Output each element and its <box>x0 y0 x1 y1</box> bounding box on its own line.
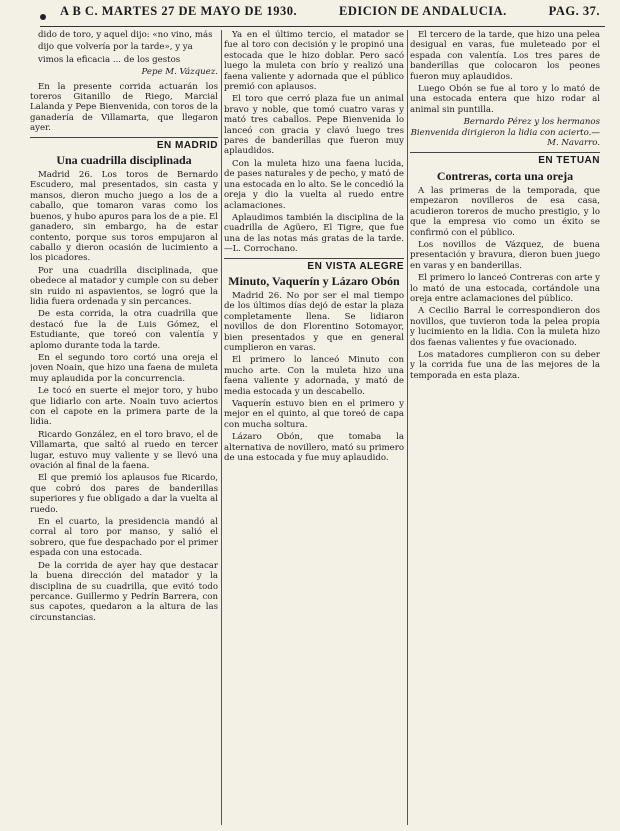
section-heading: EN MADRID <box>156 139 218 151</box>
article-paragraph: Ya en el último tercio, el matador se fue al toro con decisión y le propinó una estocada que le hizo doblar. Pero sacó luego la muleta con brío y realizó una faena valiente y adornada que el público premió con aplausos. <box>224 30 404 93</box>
article-paragraph: El que premió los aplausos fue Ricardo, que cobró dos pares de banderillas superiores y fue obligado a dar la vuelta al ruedo. <box>30 473 218 515</box>
column-divider <box>221 30 222 825</box>
article-title: Minuto, Vaquerín y Lázaro Obón <box>228 273 400 288</box>
article-line: vimos la eficacia ... de los gestos <box>38 54 181 65</box>
article-line: dido de toro, y aquel dijo: «no vino, más <box>38 30 213 40</box>
masthead-page: PAG. 37. <box>548 4 600 18</box>
article-paragraph: A Cecilio Barral le correspondieron dos novillos, que tuvieron toda la pelea propia y lucimiento en la lidia. Con la muleta hizo dos faenas valientes y fue ovacionado. <box>410 306 600 348</box>
column-2 <box>224 30 404 825</box>
article-paragraph: Los matadores cumplieron con su deber y la corrida fue una de las mejores de la temporada en esta plaza. <box>410 349 600 381</box>
article-paragraph: Madrid 26. No por ser el mal tiempo de los últimos días dejó de estar la plaza completamente llena. Se lidiaron novillos de don Florentino Sotomayor, bien presentados y que en general cumplieron en varas. <box>224 290 404 353</box>
article-paragraph: El primero lo lanceó Contreras con arte y lo mató de una estocada, cortándole una oreja entre aclamaciones del público. <box>410 273 600 304</box>
article-paragraph: De esta corrida, la otra cuadrilla que destacó fue la de Luis Gómez, el Estudiante, que toreó con valentía y aplomo durante toda la tarde. <box>30 309 218 351</box>
column-1 <box>30 30 218 825</box>
article-title: Una cuadrilla disciplinada <box>56 153 192 168</box>
article-title: Contreras, corta una oreja <box>436 168 574 183</box>
article-paragraph: Le tocó en suerte el mejor toro, y hubo que lidiarlo con arte. Noain tuvo aciertos con el capote en la primera parte de la lidia. <box>30 386 218 428</box>
article-paragraph: Aplaudimos también la disciplina de la cuadrilla de Agüero, El Tigre, que fue una de las notas más gratas de la tarde.—L. Corrochano. <box>224 212 404 255</box>
article-paragraph: Con la muleta hizo una faena lucida, de pases naturales y de pecho, y mató de una estocada en lo alto. Se le concedió la oreja y dio la vuelta al ruedo entre aclamaciones. <box>224 158 404 211</box>
article-paragraph: En la presente corrida actuarán los toreros Gitanillo de Riego, Marcial Lalanda y Pepe Bienvenida, con toros de la ganadería de Villamarta, que llegaron ayer. <box>30 81 218 134</box>
article-paragraph: Los novillos de Vázquez, de buena presentación y bravura, dieron buen juego en varas y en banderillas. <box>410 239 600 271</box>
article-signature: Pepe M. Vázquez. <box>141 67 218 78</box>
column-3 <box>410 30 600 825</box>
article-paragraph: Ricardo González, en el toro bravo, el de Villamarta, que saltó al ruedo en tercer lugar, estuvo muy valiente y se llevó una ovación al final de la faena. <box>30 429 218 472</box>
article-paragraph: El toro que cerró plaza fue un animal bravo y noble, que tomó cuatro varas y mató tres caballos. Pepe Bienvenida lo lanceó con gracia y clavó luego tres pares de banderillas que fueron muy aplaudidos. <box>224 94 404 157</box>
article-paragraph: A las primeras de la temporada, que empezaron novilleros de esa casa, acudieron toreros de mucho prestigio, y lo que la empresa vio como un éxito se confirmó con el público. <box>410 185 600 238</box>
article-paragraph: Vaquerín estuvo bien en el primero y mejor en el quinto, al que toreó de capa con mucha soltura. <box>224 399 404 430</box>
bullet-mark-icon <box>40 14 46 20</box>
article-paragraph: Madrid 26. Los toros de Bernardo Escudero, mal presentados, sin casta y mansos, dieron mucho juego a los de a caballo, que tomaron varas como los buenos, y hubo apuros para los de a pie. El ganadero, sin embargo, ha de estar contento, porque sus toros empujaron al caballo y dieron ocasión de lucimiento a los picadores. <box>30 170 218 264</box>
article-paragraph: En el cuarto, la presidencia mandó al corral al toro por manso, y salió el sobrero, que fue despachado por el primer espada con una estocada. <box>30 517 218 559</box>
masthead <box>60 4 600 22</box>
article-line: dijo que volvería por la tarde», y ya <box>38 42 193 53</box>
section-rule <box>30 137 218 138</box>
article-paragraph: Luego Obón se fue al toro y lo mató de una estocada entera que hizo rodar al animal sin puntilla. <box>410 84 600 115</box>
section-heading: EN VISTA ALEGRE <box>307 260 404 272</box>
article-paragraph: En el segundo toro cortó una oreja el joven Noain, que hizo una faena de muleta muy aplaudida por la concurrencia. <box>30 352 218 384</box>
section-rule <box>224 258 404 259</box>
masthead-date: A B C. MARTES 27 DE MAYO DE 1930. <box>60 4 298 18</box>
column-divider <box>407 30 408 825</box>
article-paragraph: Lázaro Obón, que tomaba la alternativa de novillero, mató su primero de una estocada y fue muy aplaudido. <box>224 432 404 464</box>
article-signature: Bernardo Pérez y los hermanos Bienvenida dirigieron la lidia con acierto.—M. Navarro. <box>410 117 600 149</box>
article-paragraph: Por una cuadrilla disciplinada, que obedece al matador y cumple con su deber sin ruido ni aspavientos, se logró que la lidia fuera ordenada y sin percances. <box>30 265 218 307</box>
section-rule <box>410 152 600 153</box>
article-paragraph: El tercero de la tarde, que hizo una pelea desigual en varas, fue muleteado por el espada con valentía. Los tres pares de banderillas que colocaron los peones fueron muy aplaudidos. <box>410 30 600 82</box>
header-rule <box>40 26 605 27</box>
article-paragraph: De la corrida de ayer hay que destacar la buena dirección del matador y la disciplina de su cuadrilla, que evitó todo percance. Guillermo y Pedrín Barrera, con sus capotes, quedaron a la altura de las circunstancias. <box>30 560 218 623</box>
section-heading: EN TETUAN <box>538 155 600 167</box>
article-paragraph: El primero lo lanceó Minuto con mucho arte. Con la muleta hizo una faena valiente y adornada, y mató de media estocada y un descabello. <box>224 355 404 397</box>
masthead-edition: EDICION DE ANDALUCIA. <box>339 4 507 18</box>
